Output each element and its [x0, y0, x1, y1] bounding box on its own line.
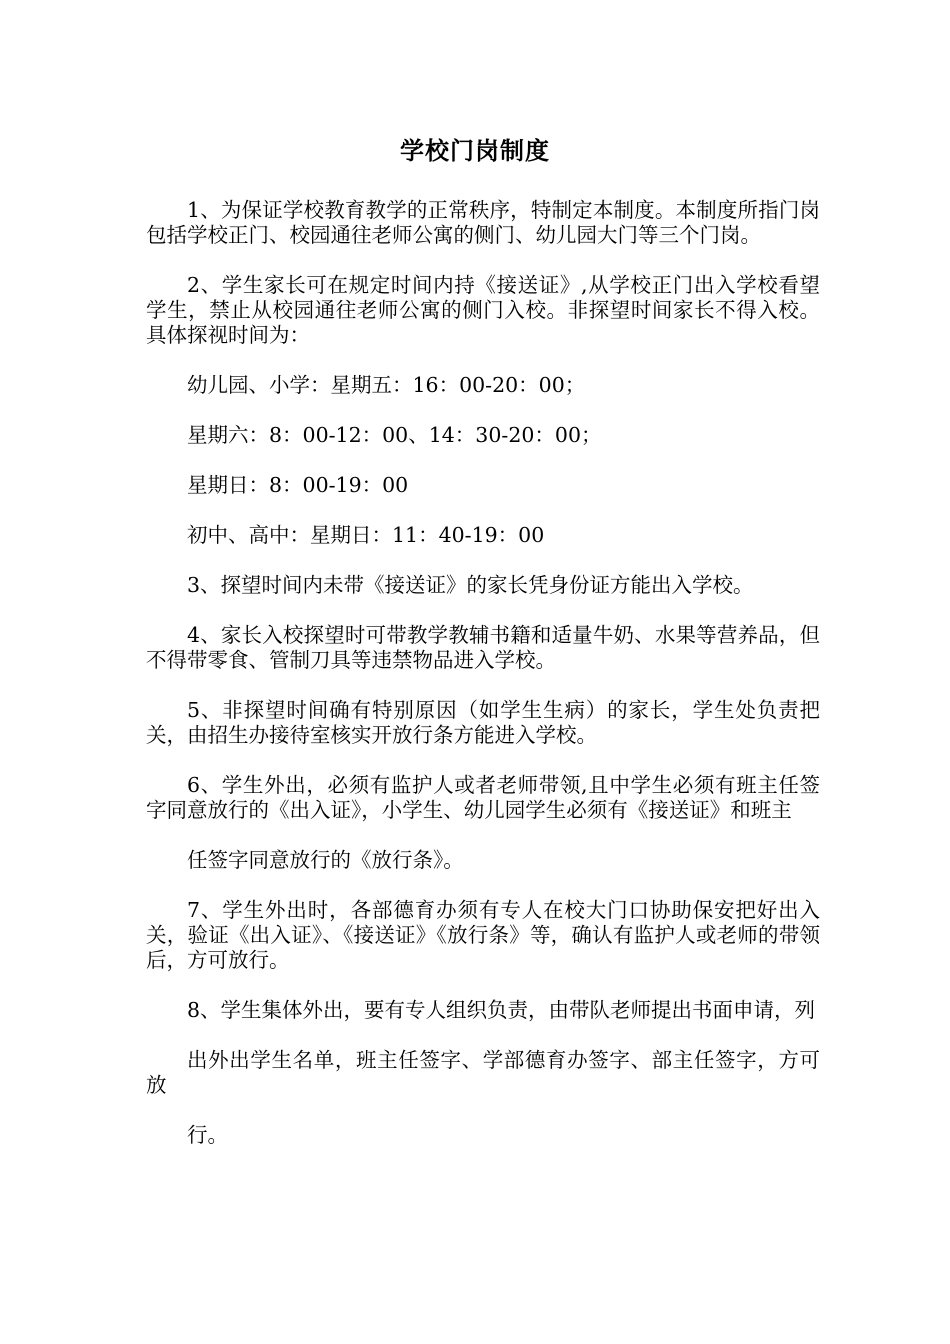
- paragraph-8-continued: 出外出学生名单，班主任签字、学部德育办签字、部主任签字，方可放: [146, 1048, 820, 1097]
- paragraph-2: 2、学生家长可在规定时间内持《接送证》,从学校正门出入学校看望学生，禁止从校园通往老师公寓的侧门入校。非探望时间家长不得入校。具体探视时间为：: [146, 273, 820, 347]
- paragraph-3: 3、探望时间内未带《接送证》的家长凭身份证方能出入学校。: [187, 573, 754, 597]
- schedule-saturday: 星期六：8：00-12：00、14：30-20：00；: [187, 423, 602, 447]
- paragraph-8-end: 行。: [187, 1123, 228, 1147]
- schedule-primary-friday: 幼儿园、小学：星期五：16：00-20：00；: [187, 373, 586, 397]
- document-body: [146, 198, 820, 1173]
- paragraph-6: 6、学生外出，必须有监护人或者老师带领,且中学生必须有班主任签字同意放行的《出入证》，小学生、幼儿园学生必须有《接送证》和班主: [146, 773, 820, 822]
- paragraph-4: 4、家长入校探望时可带教学教辅书籍和适量牛奶、水果等营养品，但不得带零食、管制刀具等违禁物品进入学校。: [146, 623, 820, 672]
- paragraph-8: 8、学生集体外出，要有专人组织负责，由带队老师提出书面申请，列: [187, 998, 816, 1022]
- schedule-sunday: 星期日：8：00-19：00: [187, 473, 409, 497]
- paragraph-7: 7、学生外出时，各部德育办须有专人在校大门口协助保安把好出入关，验证《出入证》、《接送证》《放行条》等，确认有监护人或老师的带领后，方可放行。: [146, 898, 820, 972]
- paragraph-6-continued: 任签字同意放行的《放行条》。: [187, 848, 464, 872]
- paragraph-1: 1、为保证学校教育教学的正常秩序，特制定本制度。本制度所指门岗包括学校正门、校园通往老师公寓的侧门、幼儿园大门等三个门岗。: [146, 198, 820, 247]
- paragraph-5: 5、非探望时间确有特别原因（如学生生病）的家长，学生处负责把关，由招生办接待室核实开放行条方能进入学校。: [146, 698, 820, 747]
- document-title: 学校门岗制度: [400, 137, 550, 165]
- schedule-secondary-sunday: 初中、高中：星期日：11：40-19：00: [187, 523, 545, 547]
